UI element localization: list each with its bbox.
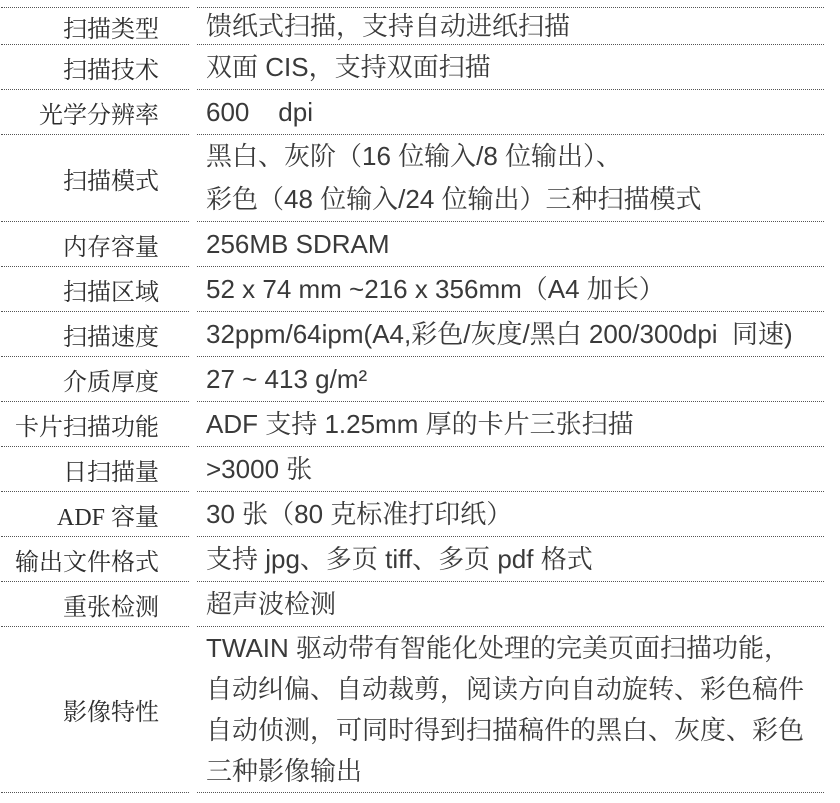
spec-value-line: 自动侦测，可同时得到扫描稿件的黑白、灰度、彩色	[206, 714, 805, 745]
spec-value-line: 30 张（80 克标准打印纸）	[206, 498, 513, 529]
scanner-spec-table	[1, 0, 824, 793]
spec-value-line: 彩色（48 位输入/24 位输出）三种扫描模式	[206, 184, 702, 214]
spec-row-value	[197, 312, 824, 357]
spec-row-label: 卡片扫描功能	[1, 402, 189, 447]
spec-row-label: 扫描技术	[1, 45, 189, 90]
spec-row-value	[197, 267, 824, 312]
spec-row-value	[197, 447, 824, 492]
spec-value-line: TWAIN 驱动带有智能化处理的完美页面扫描功能，	[206, 632, 791, 663]
spec-row-value	[197, 90, 824, 135]
spec-value-line: 600 dpi	[206, 96, 313, 127]
spec-value-line: 黑白、灰阶（16 位输入/8 位输出）、	[206, 141, 623, 171]
spec-row	[1, 402, 824, 447]
spec-row-label: 扫描区域	[1, 267, 189, 312]
spec-row-value	[197, 45, 824, 90]
spec-row	[1, 582, 824, 627]
spec-value-line: 双面 CIS，支持双面扫描	[206, 51, 491, 82]
spec-row-value	[197, 582, 824, 627]
spec-row-label: 扫描模式	[1, 135, 189, 222]
spec-value-line: 32ppm/64ipm(A4,彩色/灰度/黑白 200/300dpi 同速)	[206, 318, 793, 349]
spec-row-label: 重张检测	[1, 582, 189, 627]
spec-row-value	[197, 135, 824, 222]
spec-row-value	[197, 222, 824, 267]
spec-row	[1, 45, 824, 90]
spec-row	[1, 492, 824, 537]
spec-value-line: 三种影像输出	[206, 755, 363, 786]
spec-row-label: 日扫描量	[1, 447, 189, 492]
spec-row-label: ADF 容量	[1, 492, 189, 537]
spec-value-line: ADF 支持 1.25mm 厚的卡片三张扫描	[206, 408, 634, 439]
spec-row	[1, 537, 824, 582]
spec-row-label: 光学分辨率	[1, 90, 189, 135]
spec-row	[1, 90, 824, 135]
spec-value-line: 自动纠偏、自动裁剪，阅读方向自动旋转、彩色稿件	[206, 673, 805, 704]
spec-value-line: 27 ~ 413 g/m²	[206, 363, 368, 394]
spec-row-value	[197, 7, 824, 45]
spec-value-line: 馈纸式扫描，支持自动进纸扫描	[206, 10, 571, 41]
spec-row-value	[197, 492, 824, 537]
spec-row	[1, 135, 824, 222]
spec-row-label: 扫描类型	[1, 7, 189, 45]
spec-row	[1, 627, 824, 793]
spec-row	[1, 312, 824, 357]
spec-row	[1, 7, 824, 45]
spec-row-value	[197, 537, 824, 582]
spec-value-line: 支持 jpg、多页 tiff、多页 pdf 格式	[206, 543, 593, 574]
spec-value-line: 256MB SDRAM	[206, 228, 390, 259]
spec-row-label: 介质厚度	[1, 357, 189, 402]
spec-row	[1, 357, 824, 402]
spec-row-label: 扫描速度	[1, 312, 189, 357]
spec-row-label: 影像特性	[1, 627, 189, 793]
spec-value-line: 52 x 74 mm ~216 x 356mm（A4 加长）	[206, 273, 665, 304]
spec-row-value	[197, 627, 824, 793]
spec-value-line: >3000 张	[206, 453, 313, 484]
spec-row-label: 输出文件格式	[1, 537, 189, 582]
spec-row	[1, 447, 824, 492]
spec-value-line: 超声波检测	[206, 588, 337, 619]
spec-row-value	[197, 402, 824, 447]
spec-row	[1, 222, 824, 267]
spec-row-value	[197, 357, 824, 402]
spec-row-label: 内存容量	[1, 222, 189, 267]
spec-row	[1, 267, 824, 312]
